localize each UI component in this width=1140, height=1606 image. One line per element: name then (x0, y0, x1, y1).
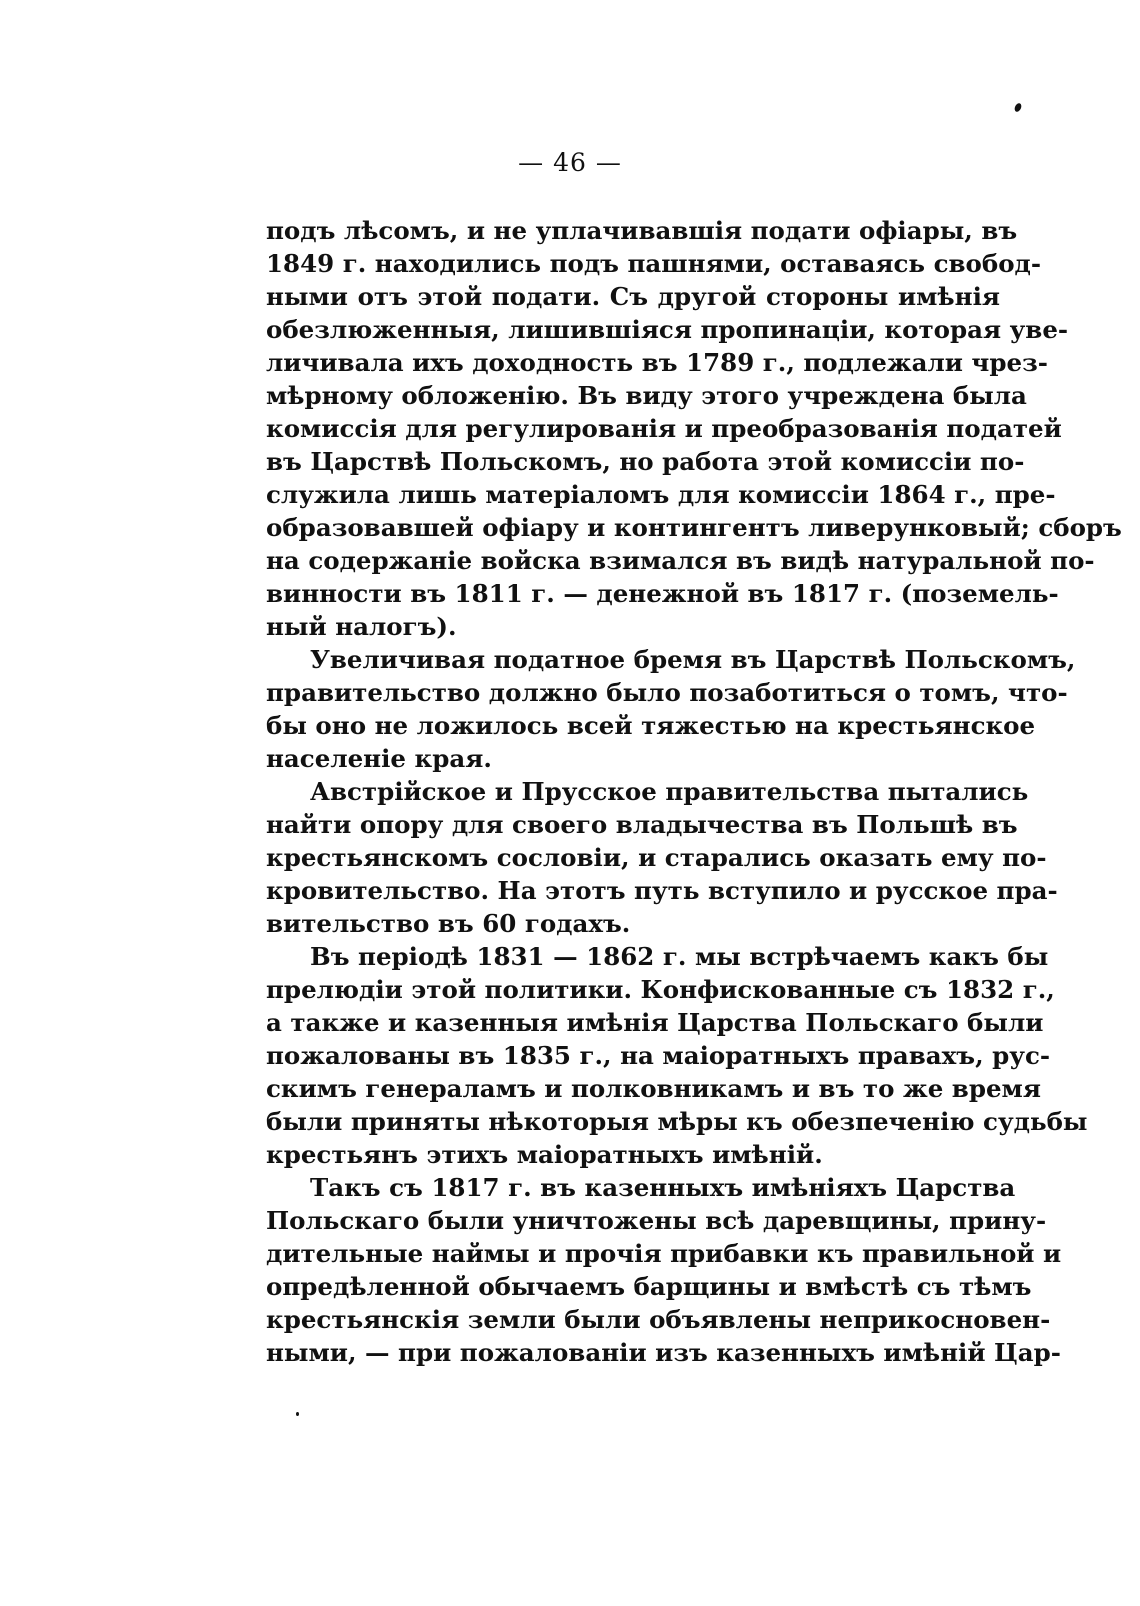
text-line: подъ лѣсомъ, и не уплачивавшія подати офіары, въ (266, 216, 1018, 245)
text-line: обезлюженныя, лишившіяся пропинаціи, которая уве- (266, 315, 1069, 344)
text-line: мѣрному обложенію. Въ виду этого учреждена была (266, 381, 1027, 410)
text-line: бы оно не ложилось всей тяжестью на крестьянское (266, 711, 1036, 740)
text-line: крестьянскія земли были объявлены неприкосновен- (266, 1305, 1051, 1334)
text-line: ными отъ этой подати. Съ другой стороны имѣнія (266, 282, 1000, 311)
text-line: въ Царствѣ Польскомъ, но работа этой комиссіи по- (266, 447, 1025, 476)
text-line: пожалованы въ 1835 г., на маіоратныхъ правахъ, рус- (266, 1041, 1051, 1070)
text-line: комиссія для регулированія и преобразованія податей (266, 414, 1062, 443)
text-line: кровительство. На этотъ путь вступило и русское пра- (266, 876, 1058, 905)
text-line: найти опору для своего владычества въ Польшѣ въ (266, 810, 1018, 839)
text-line: Польскаго были уничтожены всѣ даревщины, прину- (266, 1206, 1047, 1235)
text-line: опредѣленной обычаемъ барщины и вмѣстѣ съ тѣмъ (266, 1272, 1032, 1301)
text-line: ными, — при пожалованіи изъ казенныхъ имѣній Цар- (266, 1338, 1061, 1367)
text-line: дительные наймы и прочія прибавки къ правильной и (266, 1239, 1062, 1268)
text-line: Въ періодѣ 1831 — 1862 г. мы встрѣчаемъ какъ бы (310, 942, 1049, 971)
text-line: ный налогъ). (266, 612, 457, 641)
text-line: служила лишь матеріаломъ для комиссіи 1864 г., пре- (266, 480, 1056, 509)
text-line: Увеличивая податное бремя въ Царствѣ Польскомъ, (310, 645, 1076, 674)
text-line: винности въ 1811 г. — денежной въ 1817 г. (поземель- (266, 579, 1059, 608)
text-line: прелюдіи этой политики. Конфискованные съ 1832 г., (266, 975, 1055, 1004)
text-line: личивала ихъ доходность въ 1789 г., подлежали чрез- (266, 348, 1048, 377)
text-line: были приняты нѣкоторыя мѣры къ обезпеченію судьбы (266, 1107, 1088, 1136)
text-line: а также и казенныя имѣнія Царства Польскаго были (266, 1008, 1044, 1037)
text-line: населеніе края. (266, 744, 492, 773)
ink-speck (296, 1412, 299, 1416)
text-line: на содержаніе войска взимался въ видѣ натуральной по- (266, 546, 1095, 575)
ink-speck (1013, 102, 1022, 113)
text-line: крестьянскомъ сословіи, и старались оказать ему по- (266, 843, 1047, 872)
text-line: вительство въ 60 годахъ. (266, 909, 631, 938)
page-number: — 46 — (518, 148, 622, 177)
body-text (266, 214, 1122, 1369)
text-line: крестьянъ этихъ маіоратныхъ имѣній. (266, 1140, 823, 1169)
text-line: Австрійское и Прусское правительства пытались (310, 777, 1029, 806)
text-line: Такъ съ 1817 г. въ казенныхъ имѣніяхъ Царства (310, 1173, 1016, 1202)
text-line: правительство должно было позаботиться о томъ, что- (266, 678, 1068, 707)
text-line: 1849 г. находились подъ пашнями, оставаясь свобод- (266, 249, 1042, 278)
text-line: скимъ генераламъ и полковникамъ и въ то же время (266, 1074, 1041, 1103)
text-line: образовавшей офіару и контингентъ ливерунковый; сборъ (266, 513, 1122, 542)
